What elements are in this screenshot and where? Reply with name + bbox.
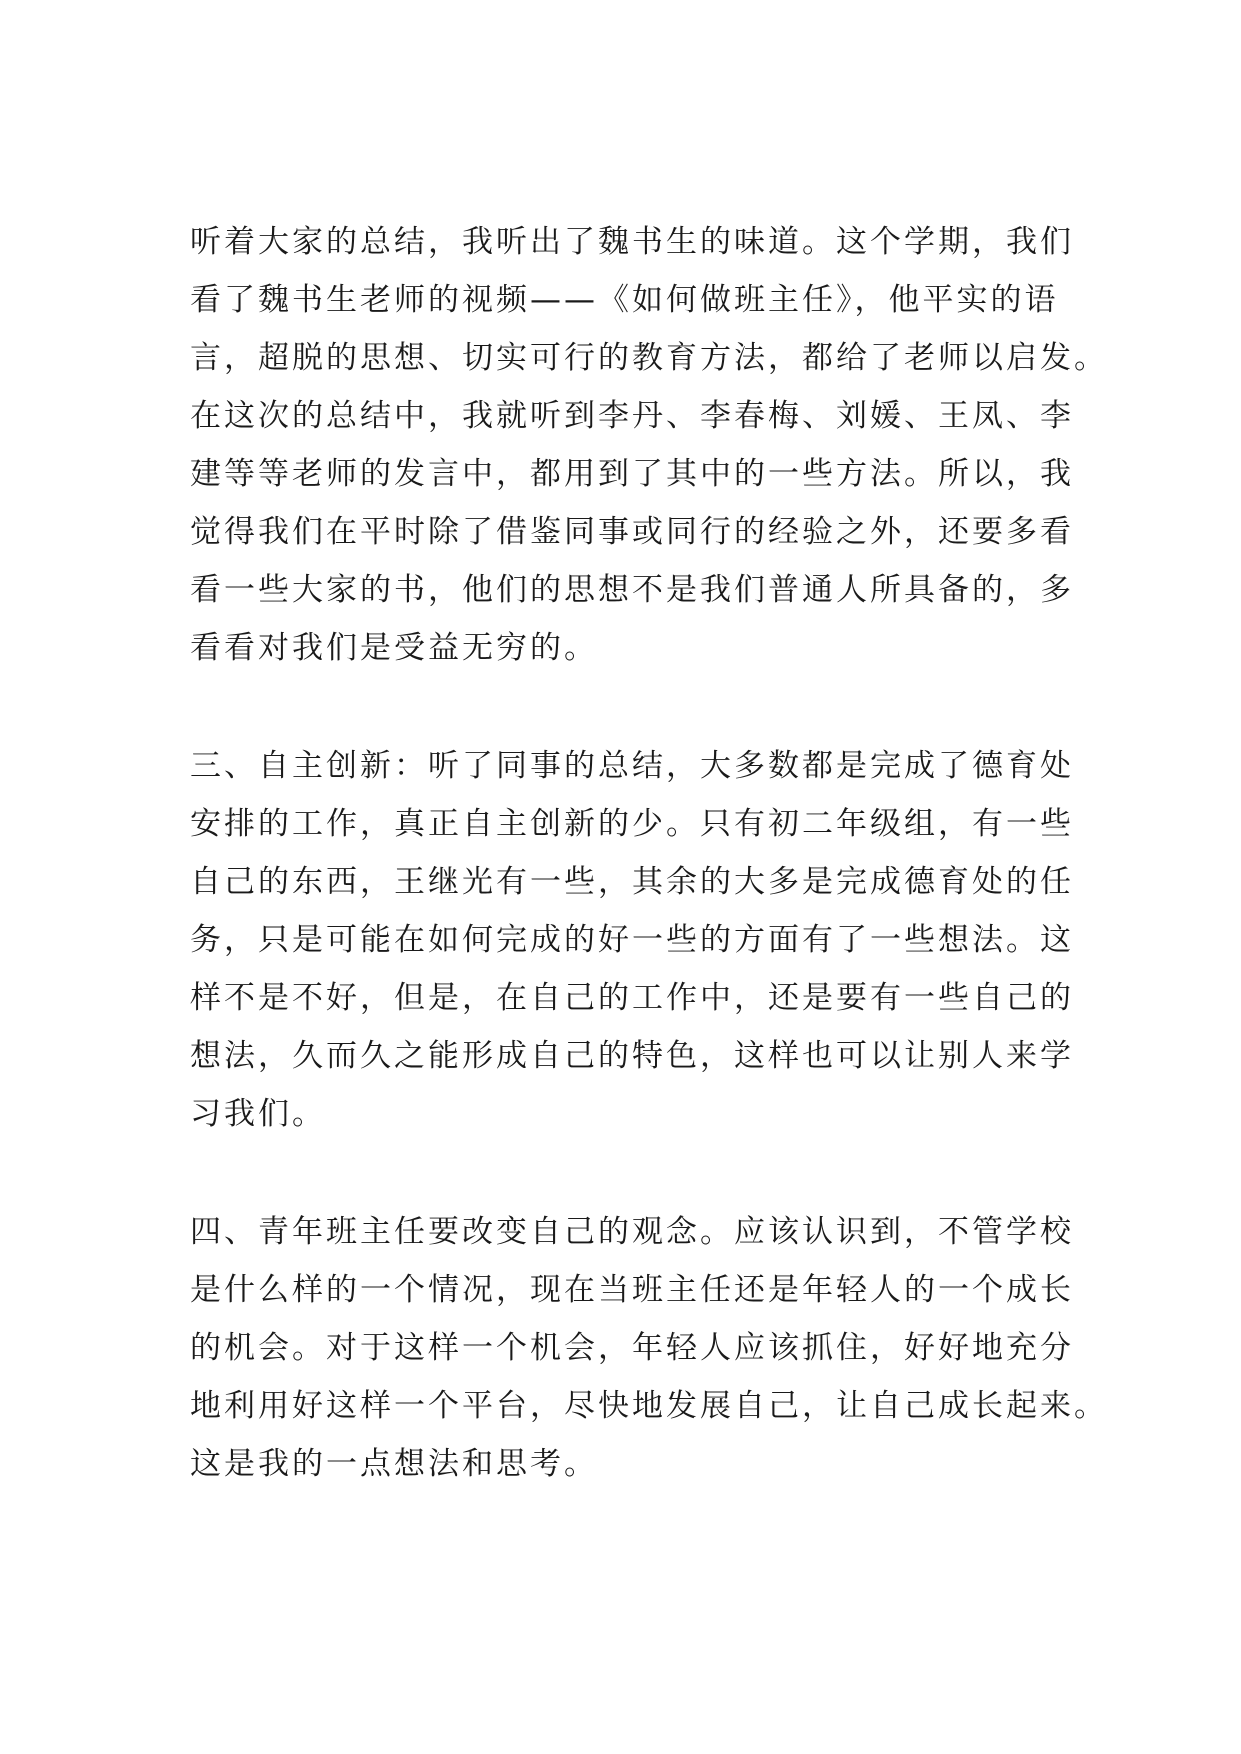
paragraph-section-three xyxy=(190,737,1074,1143)
paragraph-section-four xyxy=(190,1203,1108,1493)
text-line: 觉得我们在平时除了借鉴同事或同行的经验之外，还要多看 xyxy=(190,514,1074,550)
text-line: 自己的东西，王继光有一些，其余的大多是完成德育处的任 xyxy=(190,864,1074,900)
text-line: 言，超脱的思想、切实可行的教育方法，都给了老师以启发。 xyxy=(190,340,1108,376)
text-line: 样不是不好，但是，在自己的工作中，还是要有一些自己的 xyxy=(190,980,1074,1016)
text-line: 建等等老师的发言中，都用到了其中的一些方法。所以，我 xyxy=(190,456,1074,492)
text-line: 看了魏书生老师的视频——《如何做班主任》，他平实的语 xyxy=(190,282,1059,318)
text-line: 在这次的总结中，我就听到李丹、李春梅、刘媛、王凤、李 xyxy=(190,398,1074,434)
text-line: 三、自主创新：听了同事的总结，大多数都是完成了德育处 xyxy=(190,748,1074,784)
text-line: 听着大家的总结，我听出了魏书生的味道。这个学期，我们 xyxy=(190,224,1074,260)
text-line: 是什么样的一个情况，现在当班主任还是年轻人的一个成长 xyxy=(190,1272,1074,1308)
text-line: 看一些大家的书，他们的思想不是我们普通人所具备的，多 xyxy=(190,572,1074,608)
text-line: 想法，久而久之能形成自己的特色，这样也可以让别人来学 xyxy=(190,1038,1074,1074)
text-line: 安排的工作，真正自主创新的少。只有初二年级组，有一些 xyxy=(190,806,1074,842)
text-line: 看看对我们是受益无穷的。 xyxy=(190,630,598,666)
text-line: 四、青年班主任要改变自己的观念。应该认识到，不管学校 xyxy=(190,1214,1074,1250)
text-line: 的机会。对于这样一个机会，年轻人应该抓住，好好地充分 xyxy=(190,1330,1074,1366)
text-line: 这是我的一点想法和思考。 xyxy=(190,1446,598,1482)
text-line: 习我们。 xyxy=(190,1096,326,1132)
text-line: 地利用好这样一个平台，尽快地发展自己，让自己成长起来。 xyxy=(190,1388,1108,1424)
paragraph-weishusheng xyxy=(190,213,1108,677)
text-line: 务，只是可能在如何完成的好一些的方面有了一些想法。这 xyxy=(190,922,1074,958)
